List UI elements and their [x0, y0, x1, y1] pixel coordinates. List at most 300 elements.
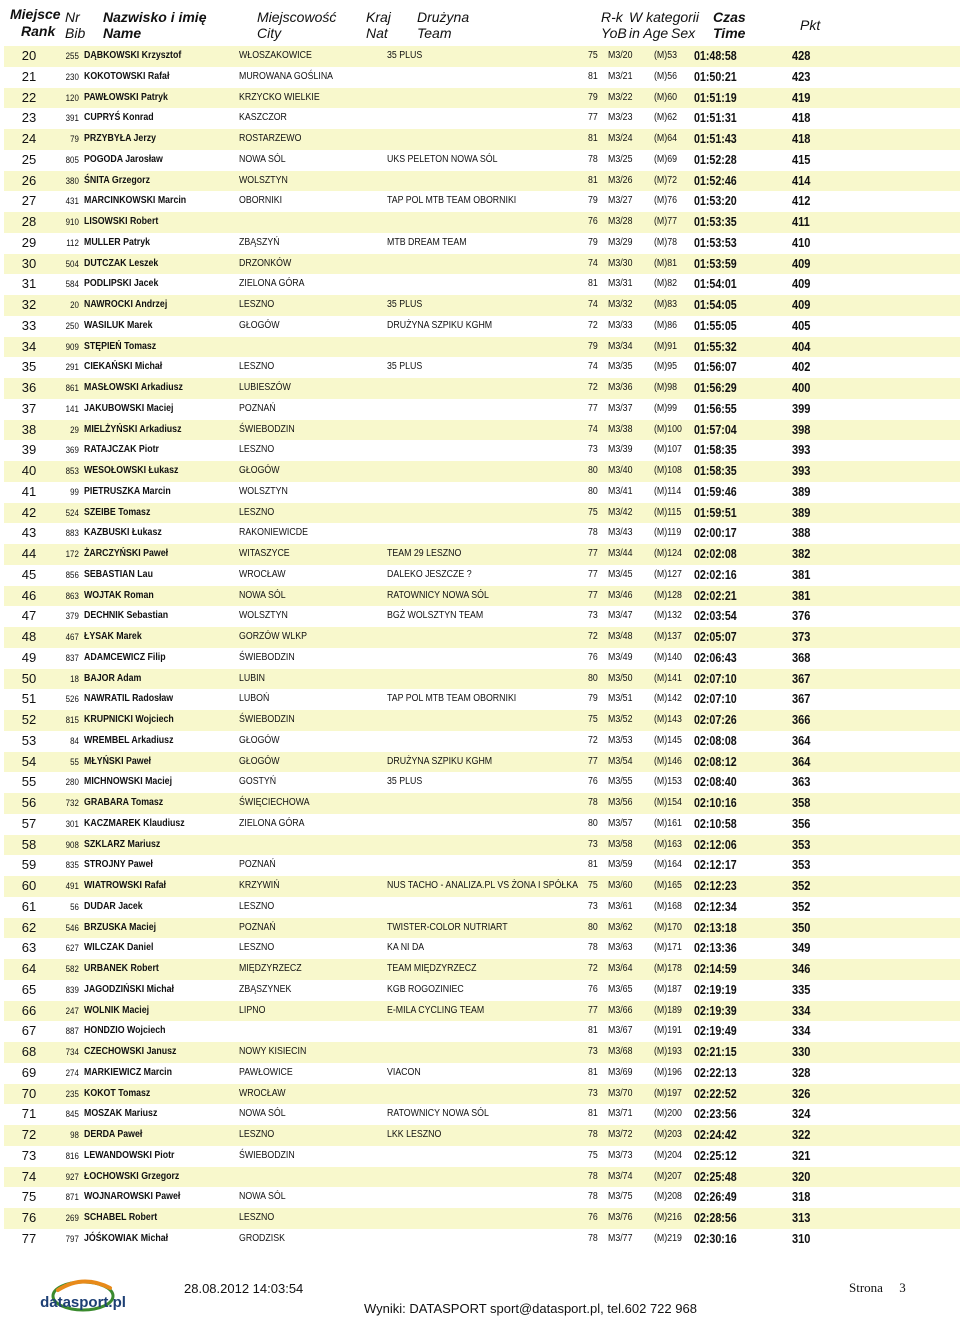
age-category-cell: (M)204 — [654, 1149, 682, 1161]
city-cell: NOWA SÓL — [239, 1108, 286, 1120]
table-row — [4, 46, 960, 67]
category-cell: M3/64 — [608, 963, 633, 974]
category-cell: M3/52 — [608, 714, 633, 725]
category-cell: M3/50 — [608, 672, 633, 684]
yob-cell: 80 — [588, 817, 598, 829]
bib-cell: 910 — [65, 217, 79, 227]
age-category-cell: (M)81 — [654, 257, 677, 269]
age-category-cell: (M)196 — [654, 1066, 682, 1078]
bib-cell: 805 — [65, 154, 79, 165]
category-cell: M3/46 — [608, 589, 633, 601]
yob-cell: 75 — [588, 714, 598, 725]
time-cell: 01:54:01 — [694, 276, 737, 292]
age-category-cell: (M)197 — [654, 1087, 682, 1099]
category-cell: M3/67 — [608, 1025, 633, 1037]
category-cell: M3/53 — [608, 734, 633, 746]
points-cell: 335 — [792, 981, 811, 997]
points-cell: 404 — [792, 338, 811, 354]
yob-cell: 74 — [588, 299, 598, 310]
points-cell: 318 — [792, 1189, 811, 1205]
name-cell: DERDA Paweł — [84, 1129, 143, 1140]
points-cell: 402 — [792, 359, 811, 375]
rank-cell: 22 — [21, 89, 37, 105]
table-row — [4, 461, 960, 482]
name-cell: PRZYBYŁA Jerzy — [84, 133, 157, 144]
time-cell: 01:51:43 — [694, 131, 737, 146]
rank-cell: 73 — [21, 1147, 37, 1163]
team-cell: TWISTER-COLOR NUTRIART — [387, 921, 508, 933]
category-cell: M3/71 — [608, 1108, 633, 1120]
age-category-cell: (M)56 — [654, 70, 677, 82]
name-cell: JAGODZIŃSKI Michał — [84, 983, 174, 995]
yob-cell: 80 — [588, 485, 598, 497]
points-cell: 376 — [792, 608, 811, 624]
time-cell: 02:19:39 — [694, 1002, 737, 1018]
category-cell: M3/68 — [608, 1046, 633, 1057]
name-cell: MARKIEWICZ Marcin — [84, 1066, 172, 1078]
points-cell: 368 — [792, 649, 811, 665]
table-row — [4, 171, 960, 192]
rank-cell: 45 — [21, 566, 37, 582]
rank-cell: 68 — [21, 1044, 37, 1059]
time-cell: 02:02:21 — [694, 587, 737, 603]
bib-cell: 734 — [65, 1047, 79, 1057]
bib-cell: 797 — [65, 1233, 79, 1244]
city-cell: LESZNO — [239, 361, 275, 373]
bib-cell: 835 — [65, 860, 79, 871]
category-cell: M3/66 — [608, 1004, 633, 1016]
time-cell: 02:19:19 — [694, 981, 737, 997]
table-row — [4, 669, 960, 690]
age-category-cell: (M)124 — [654, 548, 682, 559]
time-cell: 02:02:08 — [694, 546, 737, 561]
yob-cell: 76 — [588, 983, 598, 995]
bib-cell: 815 — [65, 715, 79, 725]
rank-cell: 42 — [21, 504, 37, 520]
points-cell: 334 — [792, 1023, 811, 1039]
time-cell: 02:14:59 — [694, 961, 737, 976]
bib-cell: 927 — [65, 1171, 79, 1182]
points-cell: 363 — [792, 774, 811, 790]
category-cell: M3/63 — [608, 942, 633, 954]
team-cell: 35 PLUS — [387, 50, 423, 61]
yob-cell: 79 — [588, 340, 598, 352]
table-row — [4, 1187, 960, 1208]
time-cell: 01:57:04 — [694, 421, 737, 437]
yob-cell: 73 — [588, 444, 598, 456]
table-row — [4, 233, 960, 254]
points-cell: 366 — [792, 712, 811, 727]
rank-cell: 50 — [21, 670, 37, 686]
bib-cell: 369 — [65, 445, 79, 456]
category-cell: M3/26 — [608, 174, 633, 186]
time-cell: 02:13:36 — [694, 940, 737, 956]
age-category-cell: (M)189 — [654, 1004, 682, 1016]
city-cell: ROSTARZEWO — [239, 133, 302, 144]
points-cell: 349 — [792, 940, 811, 956]
rank-cell: 64 — [21, 961, 37, 976]
yob-cell: 81 — [588, 174, 598, 186]
bib-cell: 29 — [70, 424, 79, 435]
name-cell: NAWRATIL Radosław — [84, 693, 174, 705]
bib-cell: 55 — [70, 756, 79, 767]
points-cell: 324 — [792, 1106, 811, 1122]
rank-cell: 30 — [21, 255, 37, 271]
name-cell: WOJNAROWSKI Paweł — [84, 1191, 181, 1203]
city-cell: NOWA SÓL — [239, 1191, 286, 1203]
table-row — [4, 793, 960, 814]
age-category-cell: (M)114 — [654, 485, 682, 497]
age-category-cell: (M)108 — [654, 465, 682, 476]
category-cell: M3/44 — [608, 548, 633, 559]
city-cell: GŁOGÓW — [239, 319, 280, 331]
points-cell: 409 — [792, 297, 811, 312]
rank-cell: 51 — [21, 691, 37, 707]
bib-cell: 883 — [65, 528, 79, 539]
yob-cell: 81 — [588, 1066, 598, 1078]
city-cell: LESZNO — [239, 506, 275, 518]
points-cell: 418 — [792, 131, 811, 146]
yob-cell: 80 — [588, 672, 598, 684]
points-cell: 364 — [792, 732, 811, 748]
table-row — [4, 606, 960, 627]
category-cell: M3/37 — [608, 402, 633, 414]
time-cell: 02:08:12 — [694, 753, 737, 769]
name-cell: BAJOR Adam — [84, 672, 142, 684]
city-cell: LESZNO — [239, 1129, 275, 1140]
points-cell: 415 — [792, 151, 811, 167]
rank-cell: 23 — [21, 110, 37, 126]
rank-cell: 20 — [21, 48, 37, 63]
category-cell: M3/47 — [608, 610, 633, 622]
bib-cell: 141 — [65, 403, 79, 414]
points-cell: 409 — [792, 255, 811, 271]
age-category-cell: (M)207 — [654, 1170, 682, 1182]
table-row — [4, 420, 960, 441]
bib-cell: 79 — [70, 134, 79, 144]
city-cell: LUBIN — [239, 672, 265, 684]
name-cell: WESOŁOWSKI Łukasz — [84, 465, 179, 476]
rank-cell: 55 — [21, 774, 37, 790]
bib-cell: 391 — [65, 113, 79, 124]
team-cell: KA NI DA — [387, 942, 425, 954]
table-row — [4, 918, 960, 939]
table-row — [4, 88, 960, 109]
bib-cell: 584 — [65, 279, 79, 290]
bib-cell: 909 — [65, 341, 79, 352]
city-cell: GOSTYŃ — [239, 776, 277, 788]
header-nat-pl: Kraj — [366, 9, 391, 25]
city-cell: LESZNO — [239, 299, 275, 310]
age-category-cell: (M)69 — [654, 153, 677, 165]
name-cell: KACZMAREK Klaudiusz — [84, 817, 185, 829]
yob-cell: 73 — [588, 610, 598, 622]
time-cell: 02:26:49 — [694, 1189, 737, 1205]
city-cell: ZBĄSZYŃ — [239, 236, 280, 248]
name-cell: SZKLARZ Mariusz — [84, 838, 161, 850]
age-category-cell: (M)132 — [654, 610, 682, 622]
name-cell: ADAMCEWICZ Filip — [84, 651, 166, 663]
time-cell: 02:12:23 — [694, 878, 737, 893]
category-cell: M3/55 — [608, 776, 633, 788]
team-cell: TAP POL MTB TEAM OBORNIKI — [387, 195, 517, 207]
header-yob-en: YoB — [601, 25, 627, 41]
category-cell: M3/27 — [608, 195, 633, 207]
name-cell: KOKOT Tomasz — [84, 1087, 151, 1099]
time-cell: 02:24:42 — [694, 1127, 737, 1142]
points-cell: 389 — [792, 504, 811, 520]
age-category-cell: (M)82 — [654, 278, 677, 290]
table-row — [4, 254, 960, 275]
rank-cell: 28 — [21, 214, 37, 229]
rank-cell: 66 — [21, 1002, 37, 1018]
points-cell: 358 — [792, 795, 811, 810]
bib-cell: 250 — [65, 320, 79, 331]
city-cell: PAWŁOWICE — [239, 1066, 293, 1078]
category-cell: M3/74 — [608, 1170, 633, 1182]
rank-cell: 26 — [21, 172, 37, 188]
time-cell: 02:10:58 — [694, 815, 737, 831]
datasport-logo — [36, 1276, 130, 1320]
table-row — [4, 295, 960, 316]
points-cell: 352 — [792, 898, 811, 914]
name-cell: HONDZIO Wojciech — [84, 1025, 166, 1037]
name-cell: WIATROWSKI Rafał — [84, 880, 166, 891]
table-row — [4, 876, 960, 897]
header-points: Pkt — [800, 17, 821, 33]
rank-cell: 52 — [21, 712, 37, 727]
category-cell: M3/73 — [608, 1149, 633, 1161]
points-cell: 353 — [792, 857, 811, 873]
age-category-cell: (M)91 — [654, 340, 677, 352]
yob-cell: 77 — [588, 568, 598, 580]
city-cell: NOWA SÓL — [239, 589, 286, 601]
header-nat-en: Nat — [366, 25, 388, 41]
yob-cell: 73 — [588, 1087, 598, 1099]
points-cell: 393 — [792, 463, 811, 478]
name-cell: RATAJCZAK Piotr — [84, 444, 159, 456]
time-cell: 02:07:10 — [694, 670, 737, 686]
yob-cell: 78 — [588, 527, 598, 539]
category-cell: M3/23 — [608, 112, 633, 124]
age-category-cell: (M)143 — [654, 714, 682, 725]
bib-cell: 291 — [65, 362, 79, 373]
city-cell: KRZYCKO WIELKIE — [239, 91, 320, 103]
category-cell: M3/51 — [608, 693, 633, 705]
rank-cell: 59 — [21, 857, 37, 873]
category-cell: M3/76 — [608, 1212, 633, 1223]
name-cell: LISOWSKI Robert — [84, 216, 159, 227]
yob-cell: 81 — [588, 70, 598, 82]
header-rank-en: Rank — [21, 23, 56, 39]
points-cell: 393 — [792, 442, 811, 458]
age-category-cell: (M)208 — [654, 1191, 682, 1203]
table-row — [4, 938, 960, 959]
age-category-cell: (M)142 — [654, 693, 682, 705]
city-cell: ŚWIEBODZIN — [239, 714, 295, 725]
age-category-cell: (M)83 — [654, 299, 677, 310]
points-cell: 364 — [792, 753, 811, 769]
age-category-cell: (M)165 — [654, 880, 682, 891]
bib-cell: 280 — [65, 777, 79, 788]
table-row — [4, 565, 960, 586]
results-table-body — [4, 46, 960, 1250]
bib-cell: 431 — [65, 196, 79, 207]
category-cell: M3/72 — [608, 1129, 633, 1140]
print-timestamp: 28.08.2012 14:03:54 — [184, 1281, 304, 1296]
points-cell: 399 — [792, 400, 811, 416]
bib-cell: 269 — [65, 1213, 79, 1223]
points-cell: 414 — [792, 172, 811, 188]
points-cell: 389 — [792, 483, 811, 499]
team-cell: LKK LESZNO — [387, 1129, 442, 1140]
age-category-cell: (M)154 — [654, 797, 682, 808]
rank-cell: 41 — [21, 483, 37, 499]
table-row — [4, 731, 960, 752]
time-cell: 02:03:54 — [694, 608, 737, 624]
rank-cell: 58 — [21, 836, 37, 852]
age-category-cell: (M)78 — [654, 236, 677, 248]
time-cell: 02:28:56 — [694, 1210, 737, 1225]
rank-cell: 43 — [21, 525, 37, 541]
points-cell: 373 — [792, 629, 811, 644]
rank-cell: 48 — [21, 629, 37, 644]
city-cell: WOLSZTYN — [239, 610, 288, 622]
table-row — [4, 212, 960, 233]
time-cell: 01:48:58 — [694, 48, 737, 63]
rank-cell: 32 — [21, 297, 37, 312]
category-cell: M3/49 — [608, 651, 633, 663]
rank-cell: 44 — [21, 546, 37, 561]
team-cell: DALEKO JESZCZE ? — [387, 568, 472, 580]
age-category-cell: (M)137 — [654, 631, 682, 642]
age-category-cell: (M)72 — [654, 174, 677, 186]
name-cell: STROJNY Paweł — [84, 859, 153, 871]
table-row — [4, 1229, 960, 1250]
header-category-en: in Age — [629, 25, 669, 41]
name-cell: URBANEK Robert — [84, 963, 159, 974]
table-row — [4, 710, 960, 731]
bib-cell: 56 — [70, 901, 79, 912]
rank-cell: 31 — [21, 276, 37, 292]
bib-cell: 172 — [65, 549, 79, 559]
rank-cell: 63 — [21, 940, 37, 956]
team-cell: KGB ROGOZINIEC — [387, 983, 464, 995]
name-cell: MOSZAK Mariusz — [84, 1108, 158, 1120]
points-cell: 410 — [792, 234, 811, 250]
yob-cell: 75 — [588, 506, 598, 518]
category-cell: M3/24 — [608, 133, 633, 144]
category-cell: M3/60 — [608, 880, 633, 891]
city-cell: LESZNO — [239, 900, 275, 912]
points-cell: 313 — [792, 1210, 811, 1225]
yob-cell: 77 — [588, 402, 598, 414]
bib-cell: 582 — [65, 964, 79, 974]
yob-cell: 79 — [588, 693, 598, 705]
header-name-en: Name — [103, 25, 142, 41]
logo-text: datasport.pl — [40, 1294, 126, 1311]
table-row — [4, 648, 960, 669]
name-cell: WOJTAK Roman — [84, 589, 154, 601]
table-row — [4, 357, 960, 378]
header-bib-pl: Nr — [65, 9, 80, 25]
rank-cell: 76 — [21, 1210, 37, 1225]
table-row — [4, 67, 960, 88]
city-cell: LESZNO — [239, 1212, 275, 1223]
age-category-cell: (M)141 — [654, 672, 682, 684]
name-cell: MŁYŃSKI Paweł — [84, 755, 152, 767]
time-cell: 01:58:35 — [694, 463, 737, 478]
city-cell: GRODZISK — [239, 1232, 285, 1244]
name-cell: KAZBUSKI Łukasz — [84, 527, 162, 539]
header-team-en: Team — [417, 25, 452, 41]
rank-cell: 27 — [21, 193, 37, 209]
city-cell: OBORNIKI — [239, 195, 283, 207]
time-cell: 02:07:10 — [694, 691, 737, 707]
category-cell: M3/65 — [608, 983, 633, 995]
bib-cell: 524 — [65, 507, 79, 518]
name-cell: JAKUBOWSKI Maciej — [84, 402, 174, 414]
city-cell: LIPNO — [239, 1004, 266, 1016]
bib-cell: 839 — [65, 984, 79, 995]
team-cell: VIACON — [387, 1066, 421, 1078]
table-row — [4, 1208, 960, 1229]
name-cell: LEWANDOWSKI Piotr — [84, 1149, 175, 1161]
team-cell: 35 PLUS — [387, 299, 423, 310]
team-cell: BGŻ WOLSZTYN TEAM — [387, 610, 484, 622]
time-cell: 02:21:15 — [694, 1044, 737, 1059]
category-cell: M3/59 — [608, 859, 633, 871]
table-row — [4, 399, 960, 420]
age-category-cell: (M)170 — [654, 921, 682, 933]
age-category-cell: (M)178 — [654, 963, 682, 974]
bib-cell: 853 — [65, 466, 79, 476]
category-cell: M3/58 — [608, 838, 633, 850]
points-cell: 346 — [792, 961, 811, 976]
table-row — [4, 814, 960, 835]
yob-cell: 77 — [588, 112, 598, 124]
rank-cell: 77 — [21, 1230, 37, 1246]
rank-cell: 35 — [21, 359, 37, 375]
header-name-pl: Nazwisko i imię — [103, 9, 207, 25]
time-cell: 02:25:48 — [694, 1168, 737, 1184]
rank-cell: 65 — [21, 981, 37, 997]
rank-cell: 54 — [21, 753, 37, 769]
name-cell: BRZUSKA Maciej — [84, 921, 157, 933]
name-cell: WOLNIK Maciej — [84, 1004, 150, 1016]
city-cell: WROCŁAW — [239, 568, 286, 580]
name-cell: PODLIPSKI Jacek — [84, 278, 159, 290]
team-cell: 35 PLUS — [387, 361, 423, 373]
city-cell: ZBĄSZYNEK — [239, 983, 292, 995]
points-cell: 326 — [792, 1085, 811, 1101]
name-cell: SCHABEL Robert — [84, 1212, 158, 1223]
table-row — [4, 772, 960, 793]
age-category-cell: (M)153 — [654, 776, 682, 788]
rank-cell: 75 — [21, 1189, 37, 1205]
header-team-pl: Drużyna — [417, 9, 470, 25]
age-category-cell: (M)115 — [654, 506, 682, 518]
name-cell: DĄBKOWSKI Krzysztof — [84, 50, 182, 61]
yob-cell: 81 — [588, 859, 598, 871]
time-cell: 02:05:07 — [694, 629, 737, 644]
table-row — [4, 1021, 960, 1042]
name-cell: CUPRYŚ Konrad — [84, 112, 154, 124]
category-cell: M3/22 — [608, 91, 633, 103]
category-cell: M3/69 — [608, 1066, 633, 1078]
team-cell: RATOWNICY NOWA SÓL — [387, 589, 489, 601]
name-cell: WREMBEL Arkadiusz — [84, 734, 174, 746]
